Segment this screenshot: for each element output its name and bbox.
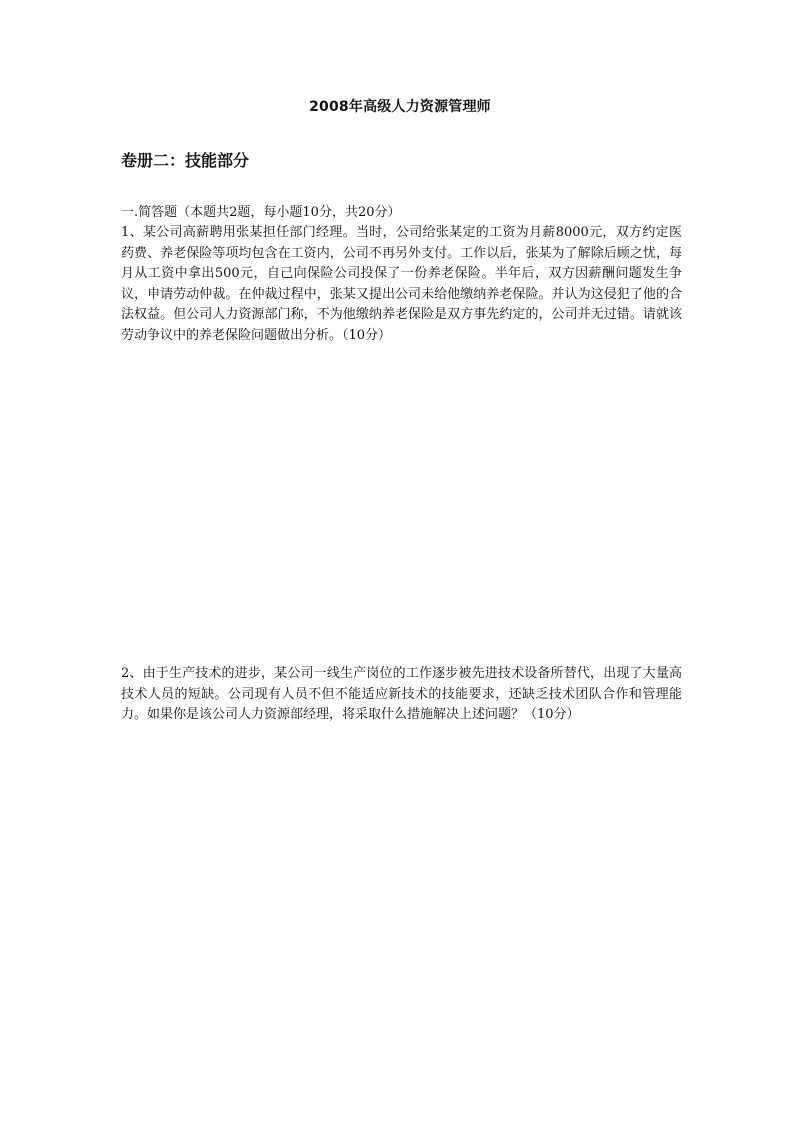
question-1: 1、某公司高薪聘用张某担任部门经理。当时，公司给张某定的工资为月薪8000元，双方约定医药费、养老保险等项均包含在工资内，公司不再另外支付。工作以后，张某为了解除后顾之忧，每月从工资中拿出500元，自己向保险公司投保了一份养老保险。半年后，双方因薪酬问题发生争议，申请劳动仲裁。在仲裁过程中，张某又提出公司未给他缴纳养老保险。并认为这侵犯了他的合法权益。但公司人力资源部门称，不为他缴纳养老保险是双方事先约定的，公司并无过错。请就该劳动争议中的养老保险问题做出分析。（10分） <box>121 225 682 343</box>
volume-heading: 卷册二：技能部分 <box>121 151 250 170</box>
document-title: 2008年高级人力资源管理师 <box>309 99 491 115</box>
section-heading: 一.简答题（本题共2题，每小题10分，共20分） <box>121 205 401 220</box>
question-2: 2、由于生产技术的进步，某公司一线生产岗位的工作逐步被先进技术设备所替代，出现了大量高技术人员的短缺。公司现有人员不但不能适应新技术的技能要求，还缺乏技术团队合作和管理能力。如果你是该公司人力资源部经理，将采取什么措施解决上述问题？（10分） <box>121 666 682 723</box>
